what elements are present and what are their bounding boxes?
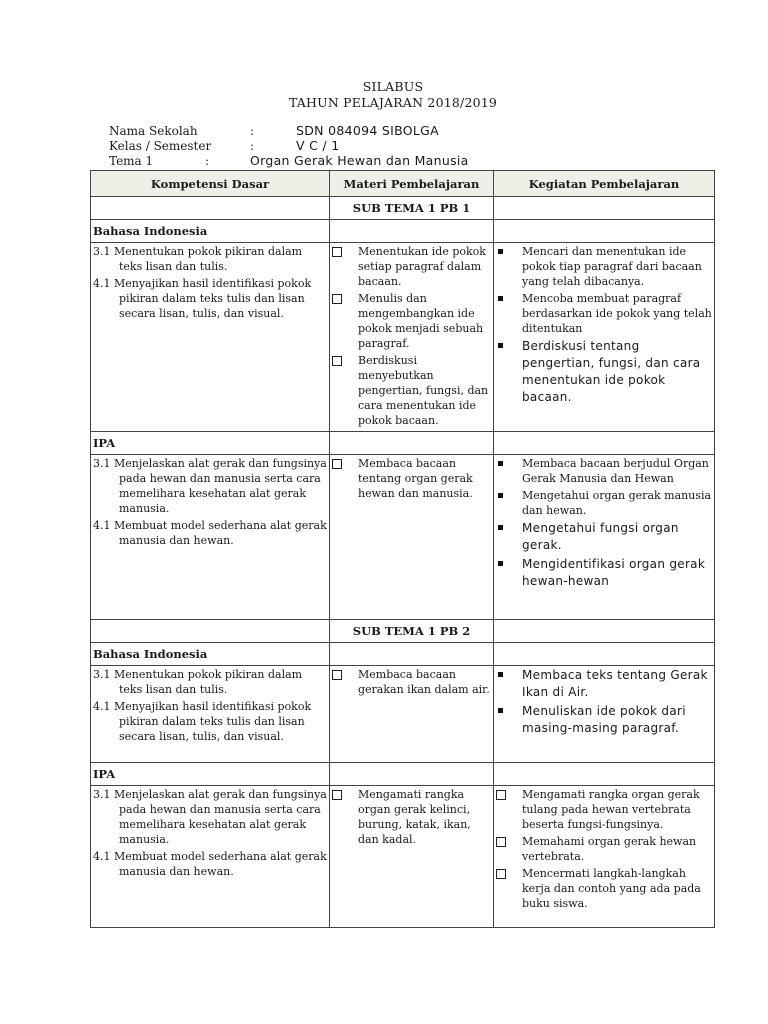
col-kegiatan-pembelajaran: Kegiatan Pembelajaran [494, 171, 715, 197]
bullet-icon [498, 343, 503, 348]
subtheme-pb1-label: SUB TEMA 1 PB 1 [330, 197, 494, 220]
bullet-icon [498, 461, 503, 466]
kegiatan-item: Mengetahui organ gerak manusia dan hewan. [522, 489, 712, 517]
subject-row-bi-pb1 [91, 220, 715, 243]
subject-row-ipa-pb2 [91, 763, 715, 786]
school-value: SDN 084094 SIBOLGA [296, 123, 439, 138]
subject-bahasa-indonesia: Bahasa Indonesia [91, 643, 330, 666]
subtheme-row-pb1 [91, 197, 715, 220]
checkbox-icon [496, 869, 506, 879]
content-row-ipa-pb1 [91, 455, 715, 620]
kegiatan-item: Mencari dan menentukan ide pokok tiap paragraf dari bacaan yang telah dibacanya. [522, 245, 702, 288]
materi-item: Mengamati rangka organ gerak kelinci, burung, katak, ikan, dan kadal. [358, 788, 471, 846]
bullet-icon [498, 672, 503, 677]
document-title: SILABUS [362, 79, 424, 94]
bullet-icon [498, 296, 503, 301]
kegiatan-item: Memahami organ gerak hewan vertebrata. [522, 835, 697, 863]
materi-cell [330, 786, 494, 928]
materi-cell [330, 243, 494, 432]
subject-bahasa-indonesia: Bahasa Indonesia [91, 220, 330, 243]
checkbox-icon [332, 459, 342, 469]
kegiatan-item: Mencermati langkah-langkah kerja dan contoh yang ada pada buku siswa. [522, 867, 701, 910]
theme-value: Organ Gerak Hewan dan Manusia [250, 153, 469, 168]
subject-ipa: IPA [91, 432, 330, 455]
kegiatan-item: Membaca bacaan berjudul Organ Gerak Manusia dan Hewan [522, 457, 709, 485]
kd-item: 4.1 Menyajikan hasil identifikasi pokok pikiran dalam teks tulis dan lisan secara lisan, tulis, dan visual. [93, 277, 312, 320]
kegiatan-cell [494, 243, 715, 432]
kd-cell [91, 455, 330, 620]
subject-row-ipa-pb1 [91, 432, 715, 455]
kegiatan-cell [494, 786, 715, 928]
kegiatan-item: Berdiskusi tentang pengertian, fungsi, dan cara menentukan ide pokok bacaan. [522, 339, 701, 404]
materi-item: Membaca bacaan gerakan ikan dalam air. [358, 668, 490, 696]
kd-cell [91, 666, 330, 763]
bullet-icon [498, 493, 503, 498]
class-label: Kelas / Semester [109, 139, 212, 153]
kegiatan-item: Mengamati rangka organ gerak tulang pada hewan vertebrata beserta fungsi-fungsinya. [522, 788, 700, 831]
theme-label: Tema 1 [109, 154, 154, 168]
header-row [91, 171, 715, 197]
school-separator: : [250, 124, 255, 138]
materi-cell [330, 666, 494, 763]
subtheme-pb2-label: SUB TEMA 1 PB 2 [330, 620, 494, 643]
bullet-icon [498, 708, 503, 713]
kegiatan-item: Menuliskan ide pokok dari masing-masing paragraf. [522, 704, 686, 735]
kd-cell [91, 786, 330, 928]
kegiatan-item: Mencoba membuat paragraf berdasarkan ide pokok yang telah ditentukan [522, 292, 712, 335]
checkbox-icon [332, 670, 342, 680]
kd-item: 3.1 Menentukan pokok pikiran dalam teks lisan dan tulis. [93, 668, 303, 696]
subtheme-row-pb2 [91, 620, 715, 643]
checkbox-icon [332, 294, 342, 304]
document-subtitle: TAHUN PELAJARAN 2018/2019 [288, 95, 498, 110]
school-label: Nama Sekolah [109, 124, 198, 138]
materi-item: Berdiskusi menyebutkan pengertian, fungsi, dan cara menentukan ide pokok bacaan. [358, 354, 489, 427]
checkbox-icon [496, 790, 506, 800]
kegiatan-item: Mengidentifikasi organ gerak hewan-hewan [522, 557, 706, 588]
checkbox-icon [496, 837, 506, 847]
kegiatan-cell [494, 666, 715, 763]
bullet-icon [498, 525, 503, 530]
kd-item: 3.1 Menentukan pokok pikiran dalam teks lisan dan tulis. [93, 245, 303, 273]
theme-separator: : [205, 154, 210, 168]
kegiatan-cell [494, 455, 715, 620]
class-value: V C / 1 [296, 138, 340, 153]
kd-item: 3.1 Menjelaskan alat gerak dan fungsinya pada hewan dan manusia serta cara memelihara kesehatan alat gerak manusia. [93, 788, 327, 846]
materi-item: Membaca bacaan tentang organ gerak hewan dan manusia. [358, 457, 473, 500]
checkbox-icon [332, 790, 342, 800]
content-row-bi-pb1 [91, 243, 715, 432]
materi-item: Menulis dan mengembangkan ide pokok menjadi sebuah paragraf. [358, 292, 484, 350]
class-separator: : [250, 139, 255, 153]
checkbox-icon [332, 356, 342, 366]
kegiatan-item: Membaca teks tentang Gerak Ikan di Air. [522, 668, 708, 699]
bullet-icon [498, 561, 503, 566]
content-row-bi-pb2 [91, 666, 715, 763]
syllabus-table [90, 170, 715, 928]
materi-item: Menentukan ide pokok setiap paragraf dalam bacaan. [358, 245, 486, 288]
col-kompetensi-dasar: Kompetensi Dasar [91, 171, 330, 197]
col-materi-pembelajaran: Materi Pembelajaran [330, 171, 494, 197]
kd-item: 4.1 Membuat model sederhana alat gerak manusia dan hewan. [93, 519, 327, 547]
kegiatan-item: Mengetahui fungsi organ gerak. [522, 521, 679, 552]
kd-cell [91, 243, 330, 432]
kd-item: 4.1 Membuat model sederhana alat gerak manusia dan hewan. [93, 850, 327, 878]
subject-ipa: IPA [91, 763, 330, 786]
checkbox-icon [332, 247, 342, 257]
content-row-ipa-pb2 [91, 786, 715, 928]
subject-row-bi-pb2 [91, 643, 715, 666]
kd-item: 3.1 Menjelaskan alat gerak dan fungsinya pada hewan dan manusia serta cara memelihara kesehatan alat gerak manusia. [93, 457, 327, 515]
bullet-icon [498, 249, 503, 254]
materi-cell [330, 455, 494, 620]
kd-item: 4.1 Menyajikan hasil identifikasi pokok pikiran dalam teks tulis dan lisan secara lisan, tulis, dan visual. [93, 700, 312, 743]
